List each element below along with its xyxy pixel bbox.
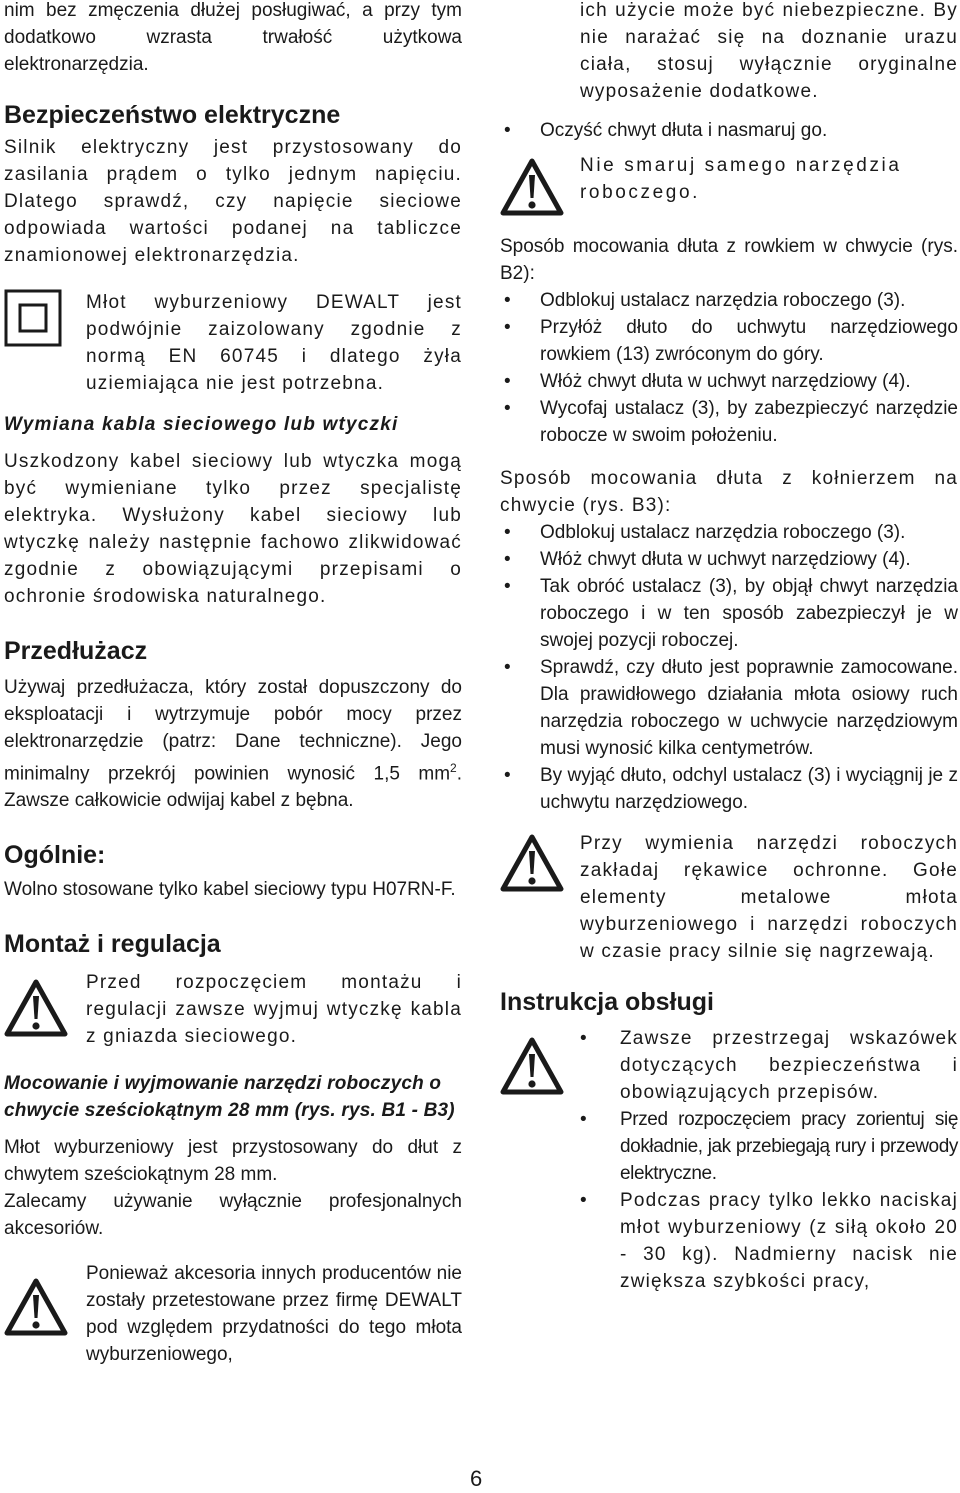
list-item: • Odblokuj ustalacz narzędzia roboczego (3). [500,519,958,546]
list-item: • Zawsze przestrzegaj wskazówek dotyczących bezpieczeństwa i obowiązujących przepisów. [574,1025,958,1106]
accessory-warning-text: Ponieważ akcesoria innych producentów nie zostały przetestowane przez firmę DEWALT pod względem przydatności do tego młota wyburzeniowego, [86,1263,462,1366]
cable-replacement-heading: Wymiana kabla sieciowego lub wtyczki [4,414,399,435]
electrical-safety-text: Silnik elektryczny jest przystosowany do zasilania prądem o tylko jednym napięciu. Dlatego sprawdź, czy napięcie sieciowe odpowiada wartości podanej na tabliczce znamionowej elektronarzędzia. [4,137,462,266]
tool-mounting-text-2: Zalecamy używanie wyłącznie profesjonalnych akcesoriów. [4,1191,462,1240]
groove-mounting-heading: Sposób mocowania dłuta z rowkiem w chwycie (rys. B2): [500,236,958,284]
assembly-heading: Montaż i regulacja [4,930,221,959]
general-heading: Ogólnie: [4,841,106,870]
clean-list [500,117,958,144]
continuation-text: ich użycie może być niebezpieczne. By nie narażać się na doznanie urazu ciała, stosuj wyłącznie oryginalne wyposażenie dodatkowe. [580,0,958,102]
double-insulation-text: Młot wyburzeniowy DEWALT jest podwójnie zaizolowany zgodnie z normą EN 60745 i dlatego żyła uziemiająca nie jest potrzebna. [86,292,462,394]
list-item: • Sprawdź, czy dłuto jest poprawnie zamocowane. Dla prawidłowego działania młota osiowy ruch narzędzia roboczego w uchwycie narzędziowym musi wynosić kilka centymetrów. [500,654,958,762]
warning-triangle-icon [500,1025,574,1100]
extension-cord-heading: Przedłużacz [4,637,148,665]
no-grease-text: Nie smaruj samego narzędzia roboczego. [580,155,902,203]
page-number: 6 [470,1466,483,1491]
list-item: • Tak obróć ustalacz (3), by objął chwyt narzędzia roboczego i w ten sposób zabezpieczył je w swojej pozycji roboczej. [500,573,958,654]
groove-mounting-steps [500,287,958,449]
intro-text: nim bez zmęczenia dłużej posługiwać, a przy tym dodatkowo wzrasta trwałość użytkowa elektronarzędzia. [4,0,462,75]
warning-triangle-icon [500,830,580,897]
list-item: • Wycofaj ustalacz (3), by zabezpieczyć narzędzie robocze w swoim położeniu. [500,395,958,449]
operation-heading: Instrukcja obsługi [500,988,714,1016]
cable-replacement-text: Uszkodzony kabel sieciowy lub wtyczka mogą być wymieniane tylko przez specjalistę elektryka. Wysłużony kabel sieciowy lub wtyczkę należy następnie fachowo zlikwidować zgodnie z obowiązującymi przepisami o ochronie środowiska naturalnego. [4,451,462,607]
list-item: • Oczyść chwyt dłuta i nasmaruj go. [500,117,958,144]
gloves-warning [500,830,958,965]
assembly-warning-text: Przed rozpoczęciem montażu i regulacji zawsze wyjmuj wtyczkę kabla z gniazda sieciowego. [86,972,462,1048]
continuation-block [500,0,958,105]
warning-triangle-icon [4,1260,86,1341]
electrical-safety-heading: Bezpieczeństwo elektryczne [4,101,341,129]
operation-steps [574,1025,958,1295]
list-item: • Przyłóż dłuto do uchwytu narzędziowego rowkiem (13) zwróconym do góry. [500,314,958,368]
list-item: • Włóż chwyt dłuta w uchwyt narzędziowy (4). [500,546,958,573]
warning-triangle-icon [4,969,86,1042]
collar-mounting-heading: Sposób mocowania dłuta z kołnierzem na chwycie (rys. B3): [500,468,958,516]
list-item: • By wyjąć dłuto, odchyl ustalacz (3) i wyciągnij je z uchwytu narzędziowego. [500,762,958,816]
warning-triangle-icon [500,152,580,221]
operation-block [500,1025,958,1295]
list-item: • Włóż chwyt dłuta w uchwyt narzędziowy (4). [500,368,958,395]
double-insulation-note [4,289,462,397]
double-insulation-icon [4,289,86,352]
tool-mounting-text-1: Młot wyburzeniowy jest przystosowany do dłut z chwytem sześciokątnym 28 mm. [4,1137,462,1186]
extension-cord-text: Używaj przedłużacza, który został dopuszczony do eksploatacji i wytrzymuje pobór mocy przez elektronarzędzie (patrz: Dane techniczne). Jego minimalny przekrój powinien wynosić 1,5 $mm^2$. Zawsze całkowicie odwijaj kabel z bębna. [4,677,462,812]
tool-mounting-heading: Mocowanie i wyjmowanie narzędzi roboczych o chwycie sześciokątnym 28 mm (rys. rys. B1 - B3) [4,1073,455,1122]
assembly-warning [4,969,462,1050]
list-item: • Przed rozpoczęciem pracy zorientuj się dokładnie, jak przebiegają rury i przewody elektryczne. [574,1106,958,1187]
right-column [500,0,958,1295]
general-text: Wolno stosowane tylko kabel sieciowy typu H07RN-F. [4,879,456,901]
left-column [4,0,462,1368]
no-grease-warning [500,152,958,221]
list-item: • Podczas pracy tylko lekko naciskaj młot wyburzeniowy (z siłą około 20 - 30 kg). Nadmierny nacisk nie zwiększa szybkości pracy, [574,1187,958,1295]
gloves-warning-text: Przy wymienia narzędzi roboczych zakładaj rękawice ochronne. Gołe elementy metalowe młota wyburzeniowego i narzędzi roboczych w czasie pracy silnie się nagrzewają. [580,833,958,962]
list-item: • Odblokuj ustalacz narzędzia roboczego (3). [500,287,958,314]
collar-mounting-steps [500,519,958,816]
accessory-warning [4,1260,462,1368]
